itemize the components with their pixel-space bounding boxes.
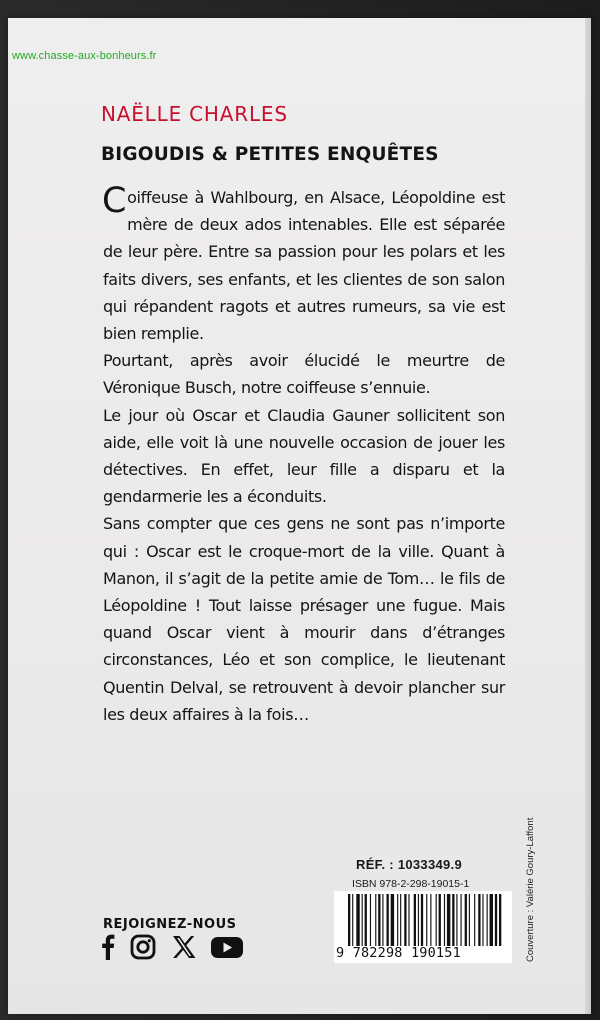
cover-edge: [585, 18, 591, 1014]
watermark-url[interactable]: www.chasse-aux-bonheurs.fr: [12, 50, 157, 62]
social-heading: REJOIGNEZ-NOUS: [103, 917, 237, 932]
drop-cap: C: [102, 181, 127, 221]
blurb-text: [102, 181, 505, 728]
blurb-paragraph-4: Sans compter que ces gens ne sont pas n’importe qui : Oscar est le croque-mort de la ville. Quant à Manon, il s’agit de la petite amie de Tom… le fils de Léopoldine ! Tout laisse présager une fugue. Mais quand Oscar vient à mourir dans d’étranges circonstances, Léo et son complice, le lieutenant Quentin Delval, se retrouvent à devoir plancher sur les deux affaires à la fois…: [103, 514, 505, 724]
barcode: [334, 891, 512, 963]
blurb-paragraph-1: [102, 181, 505, 347]
blurb-paragraph-3: Le jour où Oscar et Claudia Gauner sollicitent son aide, elle voit là une nouvelle occasion de jouer les détectives. En effet, leur fille a disparu et la gendarmerie les a éconduits.: [103, 405, 505, 507]
barcode-digits: 9 782298 190151: [336, 945, 461, 961]
youtube-icon: [210, 934, 244, 960]
blurb-paragraph-2: Pourtant, après avoir élucidé le meurtre de Véronique Busch, notre coiffeuse s’ennuie.: [103, 351, 505, 398]
isbn-number: ISBN 978-2-298-19015-1: [352, 878, 470, 890]
author-name: NAËLLE CHARLES: [101, 102, 288, 126]
cover-credit: Couverture : Valérie Goury-Laffont: [525, 817, 536, 962]
x-icon: [172, 934, 196, 960]
blurb-paragraph-1-text: oiffeuse à Wahlbourg, en Alsace, Léopoldine est mère de deux ados intenables. Elle est séparée de leur père. Entre sa passion pour les polars et les faits divers, ses enfants, et les clientes de son salon qui répandent ragots et autres rumeurs, sa vie est bien remplie.: [103, 188, 505, 344]
reference-number: RÉF. : 1033349.9: [356, 857, 462, 872]
instagram-icon: [130, 934, 156, 960]
book-title: BIGOUDIS & PETITES ENQUÊTES: [101, 144, 439, 165]
facebook-icon: [101, 934, 115, 960]
